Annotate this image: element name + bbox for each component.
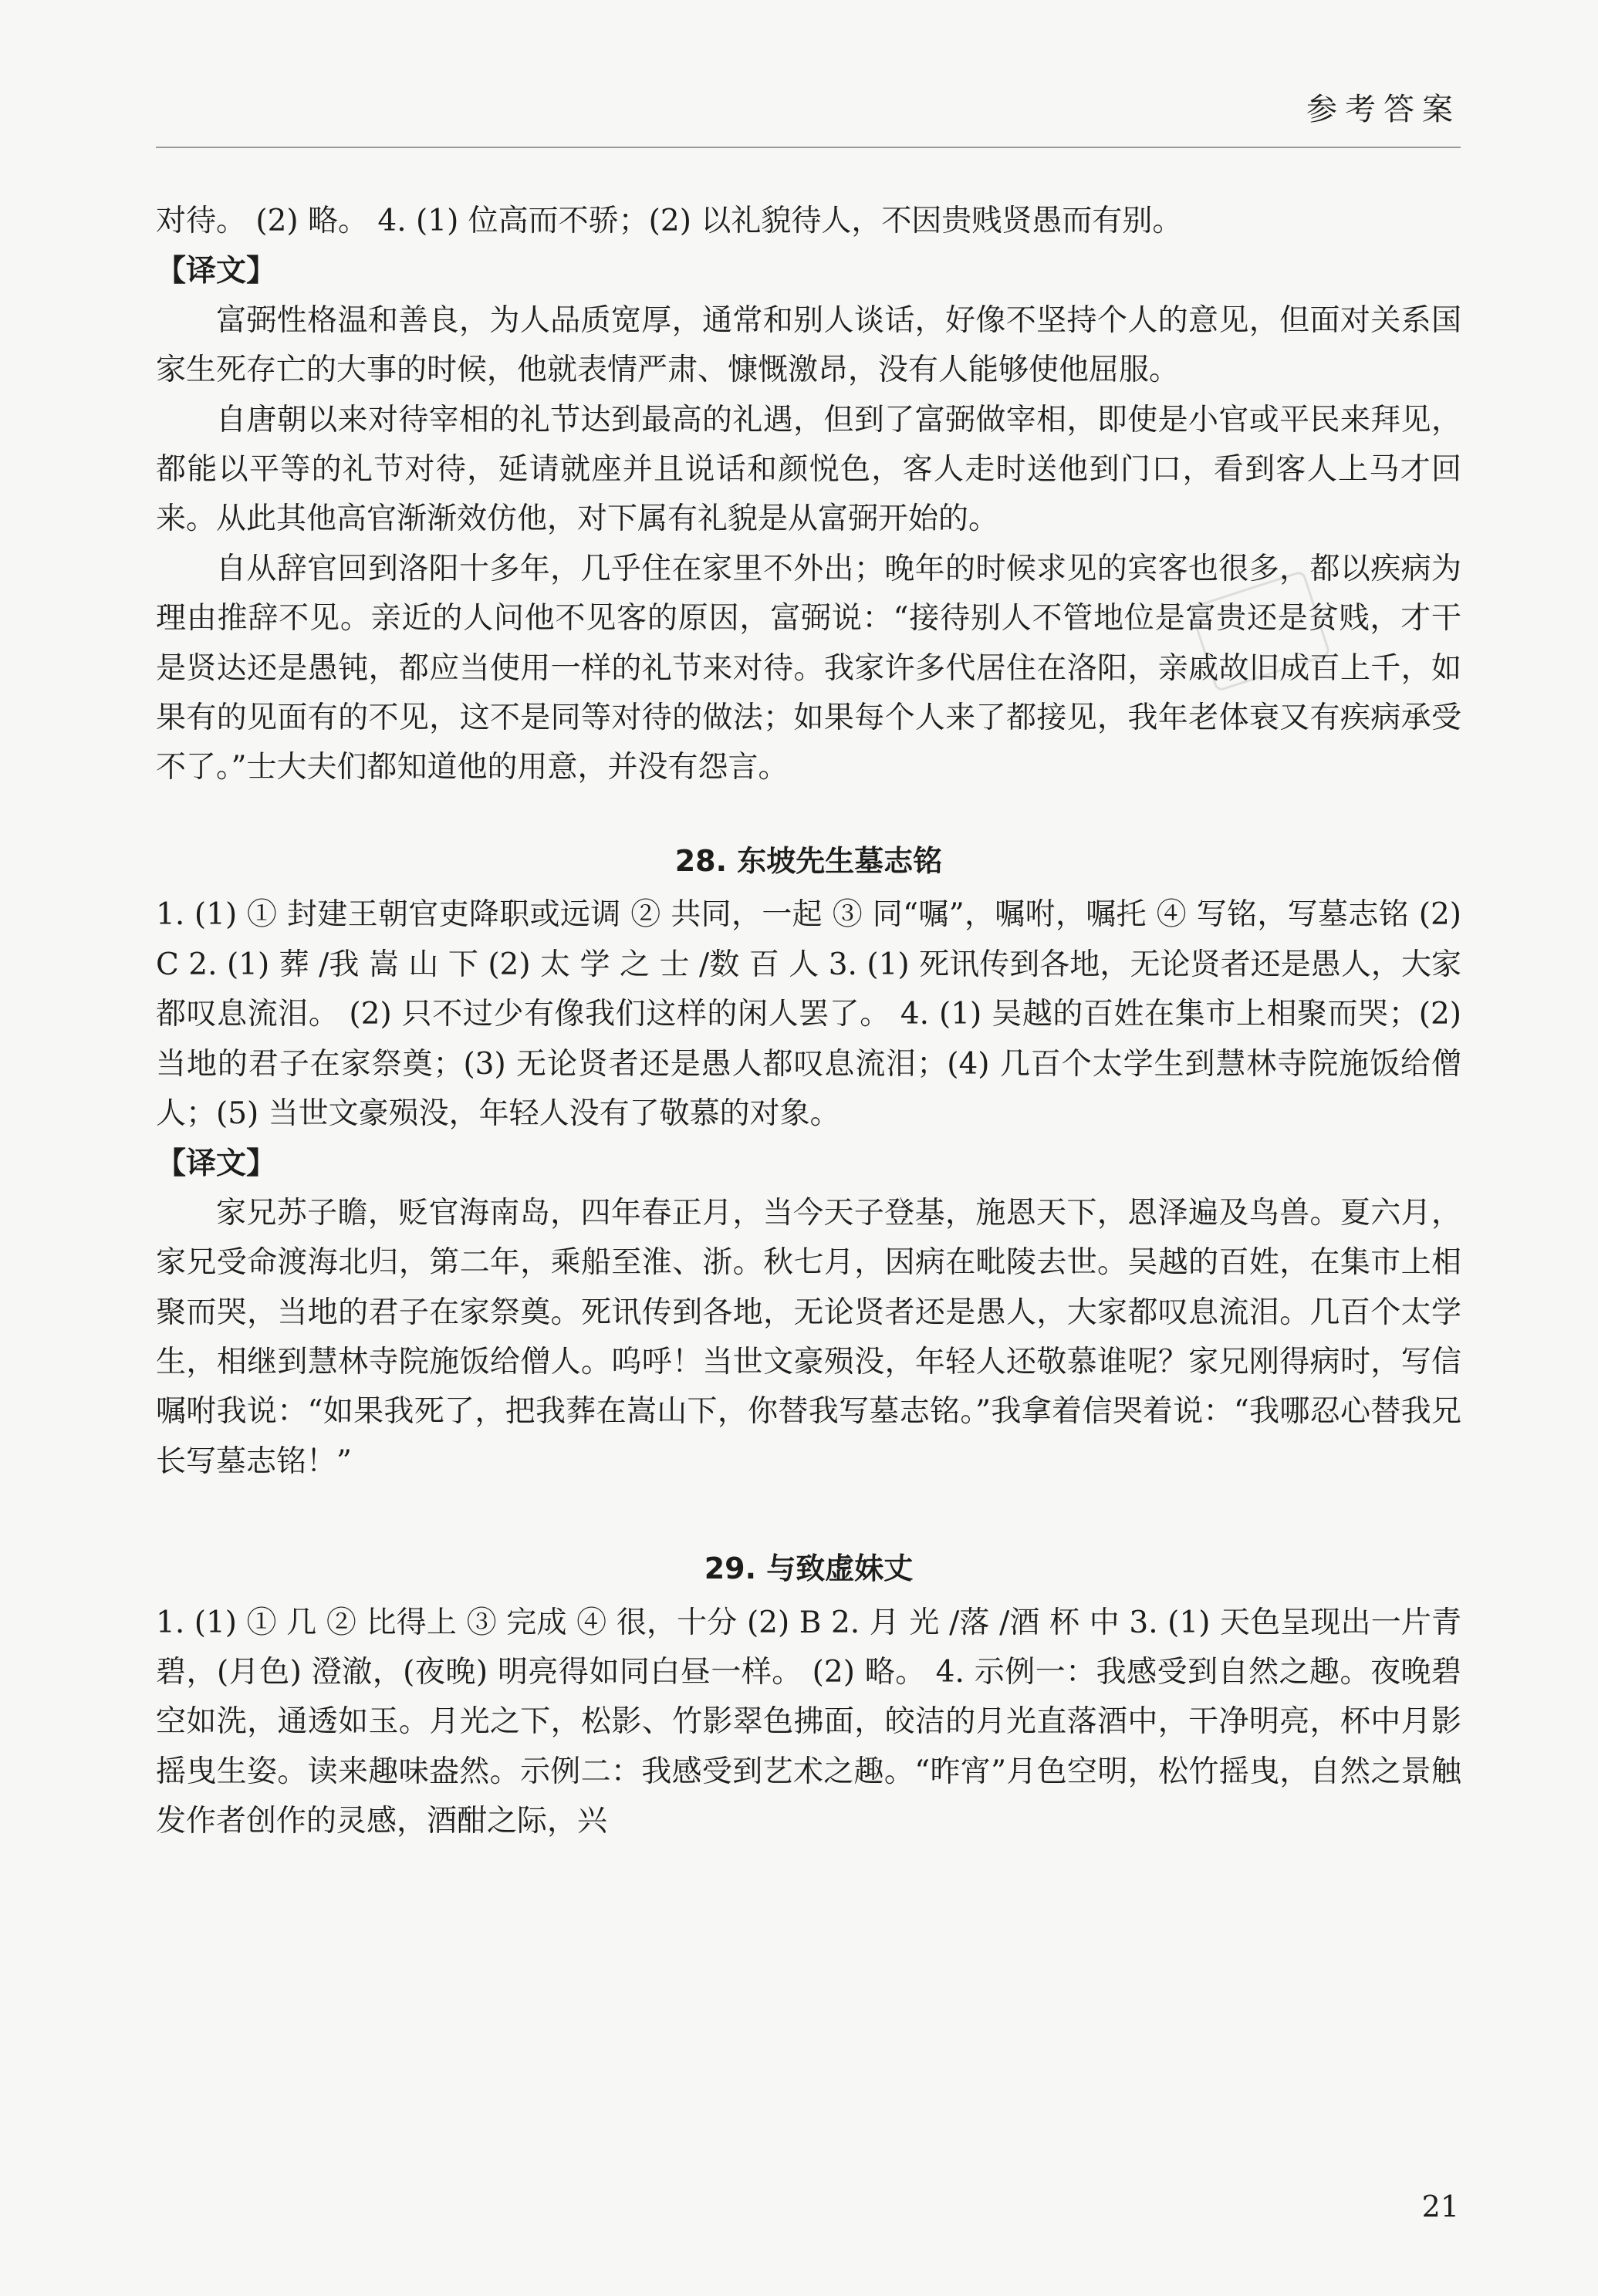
section-28-translation-label: 【译文】 [156, 1146, 277, 1182]
translation-paragraph-2: 自唐朝以来对待宰相的礼节达到最高的礼遇，但到了富弼做宰相，即使是小官或平民来拜见，都能以平等的礼节对待，延请就座并且说话和颜悦色，客人走时送他到门口，看到客人上马才回来。从此其他高官渐渐效仿他，对下属有礼貌是从富弼开始的。 [156, 402, 1461, 537]
section-28-translation: 家兄苏子瞻，贬官海南岛，四年春正月，当今天子登基，施恩天下，恩泽遍及鸟兽。夏六月，家兄受命渡海北归，第二年，乘船至淮、浙。秋七月，因病在毗陵去世。吴越的百姓，在集市上相聚而哭，当地的君子在家祭奠。死讯传到各地，无论贤者还是愚人，大家都叹息流泪。几百个太学生，相继到慧林寺院施饭给僧人。呜呼！当世文豪殒没，年轻人还敬慕谁呢？家兄刚得病时，写信嘱咐我说：“如果我死了，把我葬在嵩山下，你替我写墓志铭。”我拿着信哭着说：“我哪忍心替我兄长写墓志铭！” [156, 1195, 1461, 1479]
answer-line: 对待。 (2) 略。 4. (1) 位高而不骄；(2) 以礼貌待人，不因贵贱贤愚而有别。 [156, 204, 1183, 238]
header-divider [156, 147, 1461, 148]
page-number: 21 [1421, 2190, 1459, 2223]
running-header: 参考答案 [1306, 92, 1461, 127]
section-title-29: 29. 与致虚妹丈 [704, 1551, 914, 1586]
translation-paragraph-1: 富弼性格温和善良，为人品质宽厚，通常和别人谈话，好像不坚持个人的意见，但面对关系国家生死存亡的大事的时候，他就表情严肃、慷慨激昂，没有人能够使他屈服。 [156, 302, 1461, 388]
translation-paragraph-3: 自从辞官回到洛阳十多年，几乎住在家里不外出；晚年的时候求见的宾客也很多，都以疾病为理由推辞不见。亲近的人问他不见客的原因，富弼说：“接待别人不管地位是富贵还是贫贱，才干是贤达还是愚钝，都应当使用一样的礼节来对待。我家许多代居住在洛阳，亲戚故旧成百上千，如果有的见面有的不见，这不是同等对待的做法；如果每个人来了都接见，我年老体衰又有疾病承受不了。”士大夫们都知道他的用意，并没有怨言。 [156, 551, 1461, 785]
spacer [156, 1487, 1461, 1501]
translation-label: 【译文】 [156, 253, 277, 289]
section-title-28: 28. 东坡先生墓志铭 [674, 843, 943, 878]
section-28-answers: 1. (1) ① 封建王朝官吏降职或远调 ② 共同，一起 ③ 同“嘱”，嘱咐，嘱托 ④ 写铭，写墓志铭 (2) C 2. (1) 葬 /我 嵩 山 下 (2) 太 学 之 士 /数 百 人 3. (1) 死讯传到各地，无论贤者还是愚人，大家都叹息流泪。 (2) 只不过少有像我们这样的闲人罢了。 4. (1) 吴越的百姓在集市上相聚而哭；(2) 当地的君子在家祭奠；(3) 无论贤者还是愚人都叹息流泪；(4) 几百个太学生到慧林寺院施饭给僧人；(5) 当世文豪殒没，年轻人没有了敬慕的对象。 [156, 897, 1461, 1131]
section-29-answers: 1. (1) ① 几 ② 比得上 ③ 完成 ④ 很，十分 (2) B 2. 月 光 /落 /酒 杯 中 3. (1) 天色呈现出一片青碧，(月色) 澄澈，(夜晚) 明亮得如同白昼一样。 (2) 略。 4. 示例一：我感受到自然之趣。夜晚碧空如洗，通透如玉。月光之下，松影、竹影翠色拂面，皎洁的月光直落酒中，干净明亮，杯中月影摇曳生姿。读来趣味盎然。示例二：我感受到艺术之趣。“昨宵”月色空明，松竹摇曳，自然之景触发作者创作的灵感，酒酣之际，兴 [156, 1605, 1461, 1839]
main-text [156, 197, 1461, 1847]
